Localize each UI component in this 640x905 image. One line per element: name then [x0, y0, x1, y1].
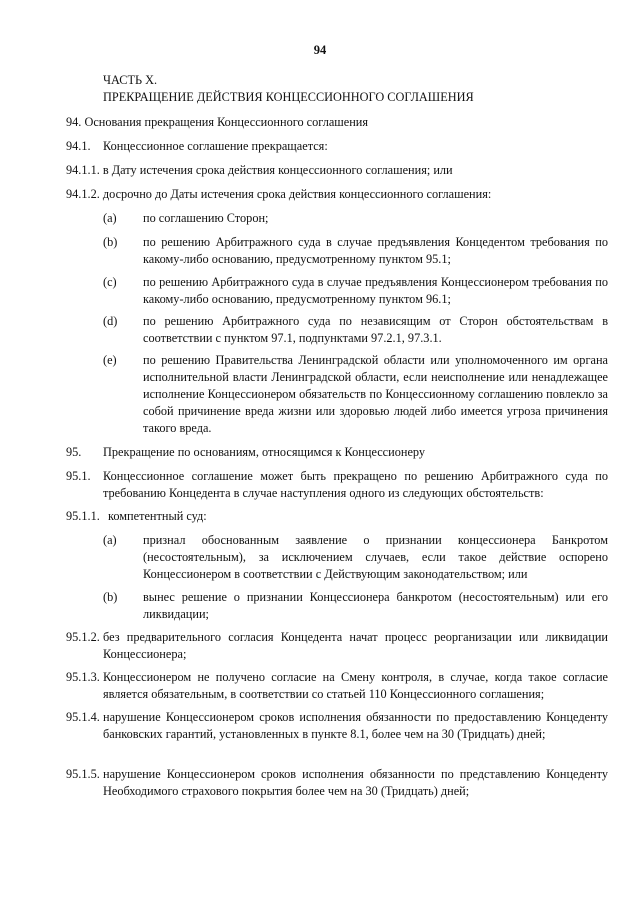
item-c-text: по решению Арбитражного суда в случае предъявления Концессионером требования по какому-либо основанию, предусмотренному пунктом 96.1; [143, 275, 608, 306]
clause-94-1-1: 94.1.1. в Дату истечения срока действия концессионного соглашения; или [66, 163, 453, 177]
subitem-a-letter: (a) [103, 533, 117, 547]
part-heading [103, 72, 474, 106]
clause-95-1-5-number: 95.1.5. [66, 767, 100, 781]
clause-95-1-1-text: компетентный суд: [108, 509, 207, 523]
subitem-b-letter: (b) [103, 590, 118, 604]
item-a-letter: (a) [103, 211, 117, 225]
clause-95-1-3-number: 95.1.3. [66, 670, 100, 684]
clause-95-1-4-text: нарушение Концессионером сроков исполнения обязанности по предоставлению Концеденту банковских гарантий, установленных в пункте 8.1, более чем на 30 (Тридцать) дней; [103, 710, 608, 741]
item-c-letter: (c) [103, 275, 117, 289]
subitem-b-text: вынес решение о признании Концессионера банкротом (несостоятельным) или его ликвидации; [143, 590, 608, 621]
clause-95-1-number: 95.1. [66, 469, 91, 483]
clause-94-1-text: Концессионное соглашение прекращается: [103, 139, 328, 153]
item-d-letter: (d) [103, 314, 118, 328]
clause-95-1-text: Концессионное соглашение может быть прекращено по решению Арбитражного суда по требованию Концедента в случае наступления одного из следующих обстоятельств: [103, 469, 608, 500]
part-label: ЧАСТЬ X. [103, 73, 158, 87]
clause-95-1-2-number: 95.1.2. [66, 630, 100, 644]
clause-94-1-2: 94.1.2. досрочно до Даты истечения срока действия концессионного соглашения: [66, 187, 492, 201]
clause-95-1-1-number: 95.1.1. [66, 509, 100, 523]
section-95-heading: Прекращение по основаниям, относящимся к Концессионеру [103, 445, 426, 459]
item-b-letter: (b) [103, 235, 118, 249]
subitem-a-text: признал обоснованным заявление о признании концессионера Банкротом (несостоятельным), за исключением случаев, если такое действие оспорено Концессионером в соответствии с Действующим законодательством; или [143, 533, 608, 581]
part-title: ПРЕКРАЩЕНИЕ ДЕЙСТВИЯ КОНЦЕССИОННОГО СОГЛАШЕНИЯ [103, 90, 474, 104]
item-b-text: по решению Арбитражного суда в случае предъявления Концедентом требования по какому-либо основанию, предусмотренному пунктом 95.1; [143, 235, 608, 266]
clause-95-1-5-text: нарушение Концессионером сроков исполнения обязанности по представлению Концеденту Необходимого страхового покрытия более чем на 30 (Тридцать) дней; [103, 767, 608, 798]
page-number: 94 [313, 43, 327, 57]
clause-95-1-3-text: Концессионером не получено согласие на Смену контроля, в случае, когда такое согласие является обязательным, в соответствии со статьей 110 Концессионного соглашения; [103, 670, 608, 701]
item-d-text: по решению Арбитражного суда по независящим от Сторон обстоятельствам в соответствии с пунктом 97.1, подпунктами 97.2.1, 97.3.1. [143, 314, 608, 345]
clause-95-1-4-number: 95.1.4. [66, 710, 100, 724]
item-e-letter: (e) [103, 353, 117, 367]
section-94-heading: 94. Основания прекращения Концессионного соглашения [66, 115, 369, 129]
clause-94-1-number: 94.1. [66, 139, 91, 153]
clause-95-1-2-text: без предварительного согласия Концедента начат процесс реорганизации или ликвидации Концессионера; [103, 630, 608, 661]
section-95-number: 95. [66, 445, 82, 459]
item-a-text: по соглашению Сторон; [143, 211, 269, 225]
item-e-text: по решению Правительства Ленинградской области или уполномоченного им органа исполнительной власти Ленинградской области, если неисполнение или ненадлежащее исполнение Концессионером обязательств по Концессионному соглашению повлекло за собой причинение вреда жизни или здоровью людей либо имеется угроза причинения такого вреда. [143, 353, 608, 435]
